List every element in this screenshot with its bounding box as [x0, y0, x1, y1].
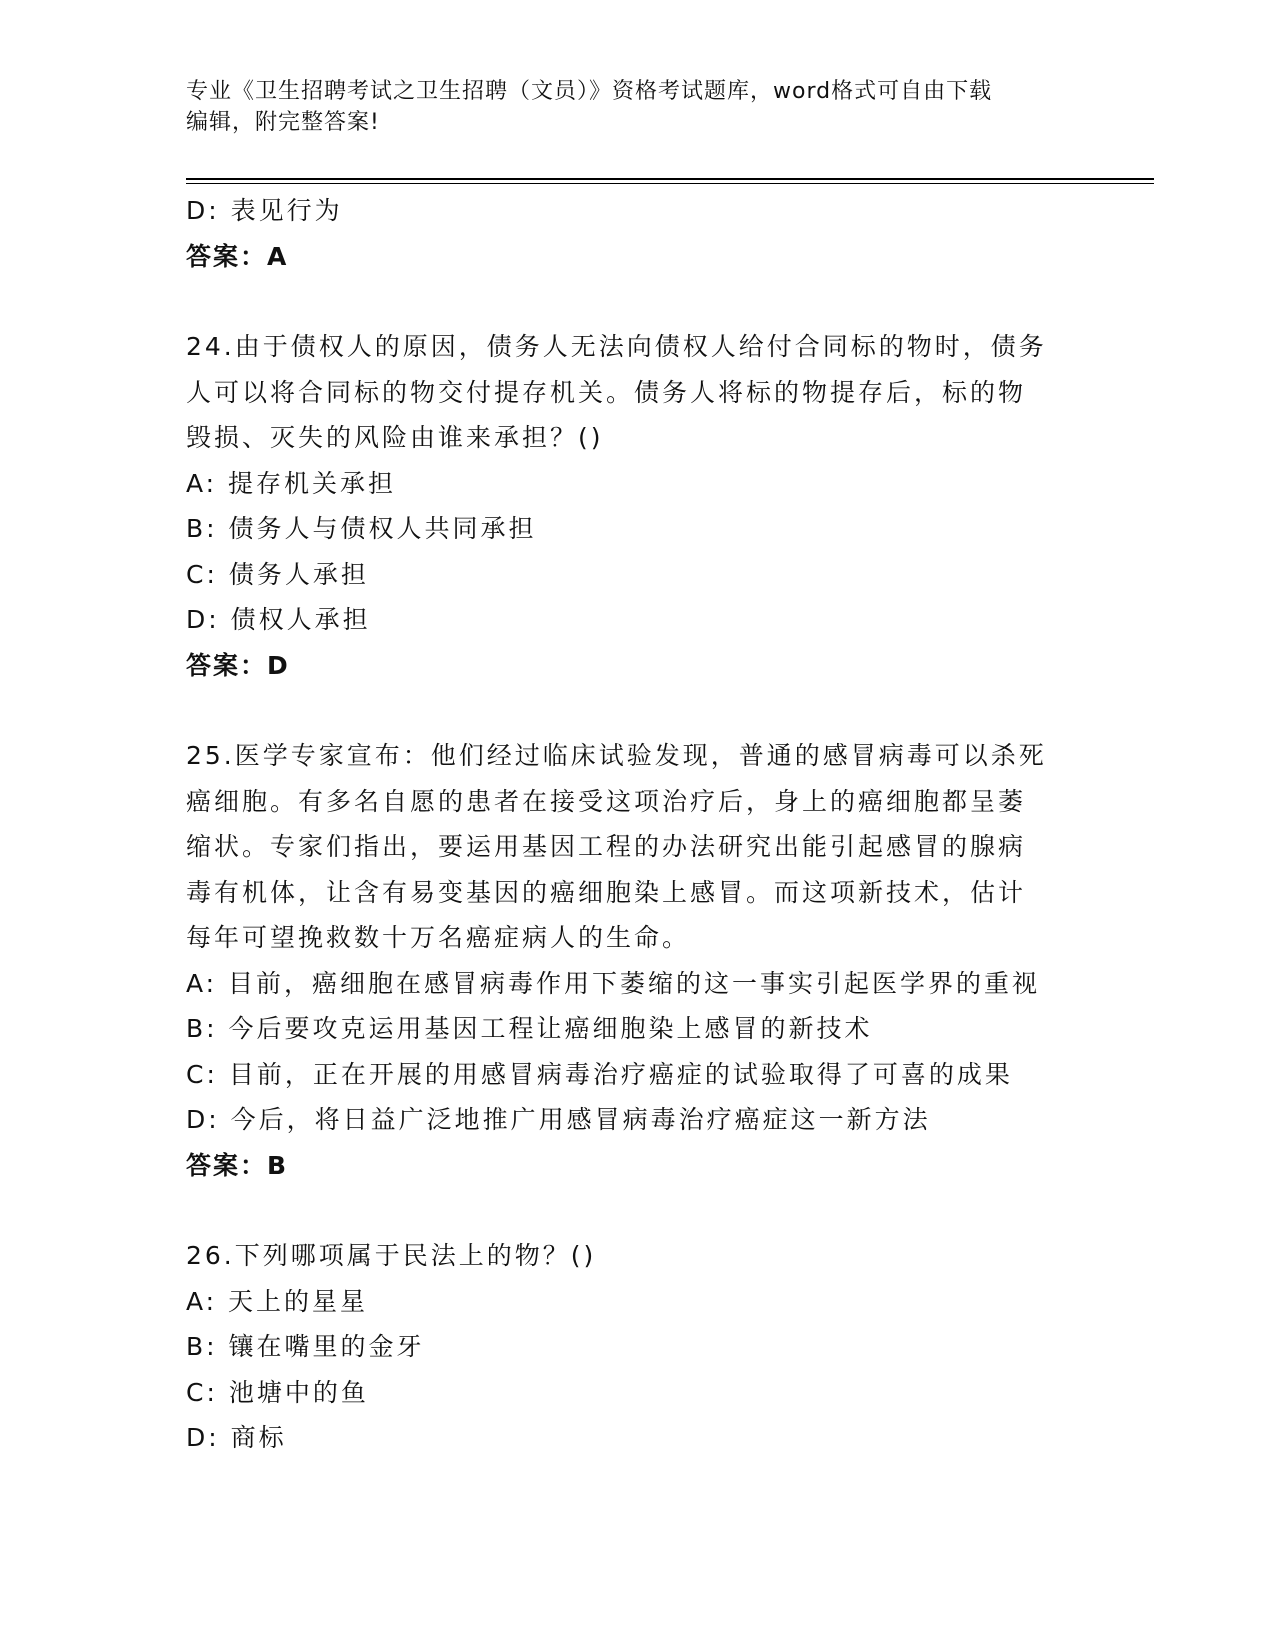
question-text-line: 毒有机体，让含有易变基因的癌细胞染上感冒。而这项新技术，估计: [186, 877, 1027, 907]
option-b: B: 镶在嘴里的金牙: [186, 1332, 425, 1361]
option-c: C: 债务人承担: [186, 559, 369, 589]
option-d: D: 债权人承担: [186, 605, 371, 634]
option-c: C: 池塘中的鱼: [186, 1377, 369, 1407]
header-line-1: 专业《卫生招聘考试之卫生招聘（文员）》资格考试题库，word格式可自由下载: [186, 79, 993, 104]
question-text-line: 每年可望挽救数十万名癌症病人的生命。: [186, 923, 691, 952]
header-line-2: 编辑，附完整答案!: [186, 110, 380, 135]
question-26: [186, 1233, 1086, 1461]
option-b: B: 今后要攻克运用基因工程让癌细胞染上感冒的新技术: [186, 1014, 873, 1043]
question-text-line: 癌细胞。有多名自愿的患者在接受这项治疗后，身上的癌细胞都呈萎: [186, 786, 1027, 816]
question-text-line: 缩状。专家们指出，要运用基因工程的办法研究出能引起感冒的腺病: [186, 832, 1027, 861]
page-header: [186, 76, 1086, 138]
question-text-line: 26.下列哪项属于民法上的物？(): [186, 1241, 597, 1270]
option-a: A: 提存机关承担: [186, 468, 397, 498]
question-text-line: 24.由于债权人的原因，债务人无法向债权人给付合同标的物时，债务: [186, 332, 1047, 361]
option-a: A: 目前，癌细胞在感冒病毒作用下萎缩的这一事实引起医学界的重视: [186, 968, 1041, 998]
previous-question-tail: [186, 188, 1086, 279]
answer: 答案：D: [186, 650, 290, 680]
question-text-line: 人可以将合同标的物交付提存机关。债务人将标的物提存后，标的物: [186, 377, 1027, 407]
answer: 答案：A: [186, 241, 289, 271]
option-d: D: 商标: [186, 1423, 287, 1452]
document-body: [186, 188, 1086, 1461]
header-divider-thin: [186, 183, 1154, 184]
option-d: D: 表见行为: [186, 196, 343, 225]
question-24: [186, 324, 1086, 688]
option-d: D: 今后，将日益广泛地推广用感冒病毒治疗癌症这一新方法: [186, 1105, 931, 1134]
header-divider: [186, 178, 1154, 180]
option-a: A: 天上的星星: [186, 1286, 369, 1316]
question-text-line: 25.医学专家宣布：他们经过临床试验发现，普通的感冒病毒可以杀死: [186, 741, 1047, 770]
answer: 答案：B: [186, 1150, 289, 1180]
option-b: B: 债务人与债权人共同承担: [186, 514, 537, 543]
question-25: [186, 733, 1086, 1188]
question-text-line: 毁损、灭失的风险由谁来承担？(): [186, 423, 604, 452]
option-c: C: 目前，正在开展的用感冒病毒治疗癌症的试验取得了可喜的成果: [186, 1059, 1013, 1089]
